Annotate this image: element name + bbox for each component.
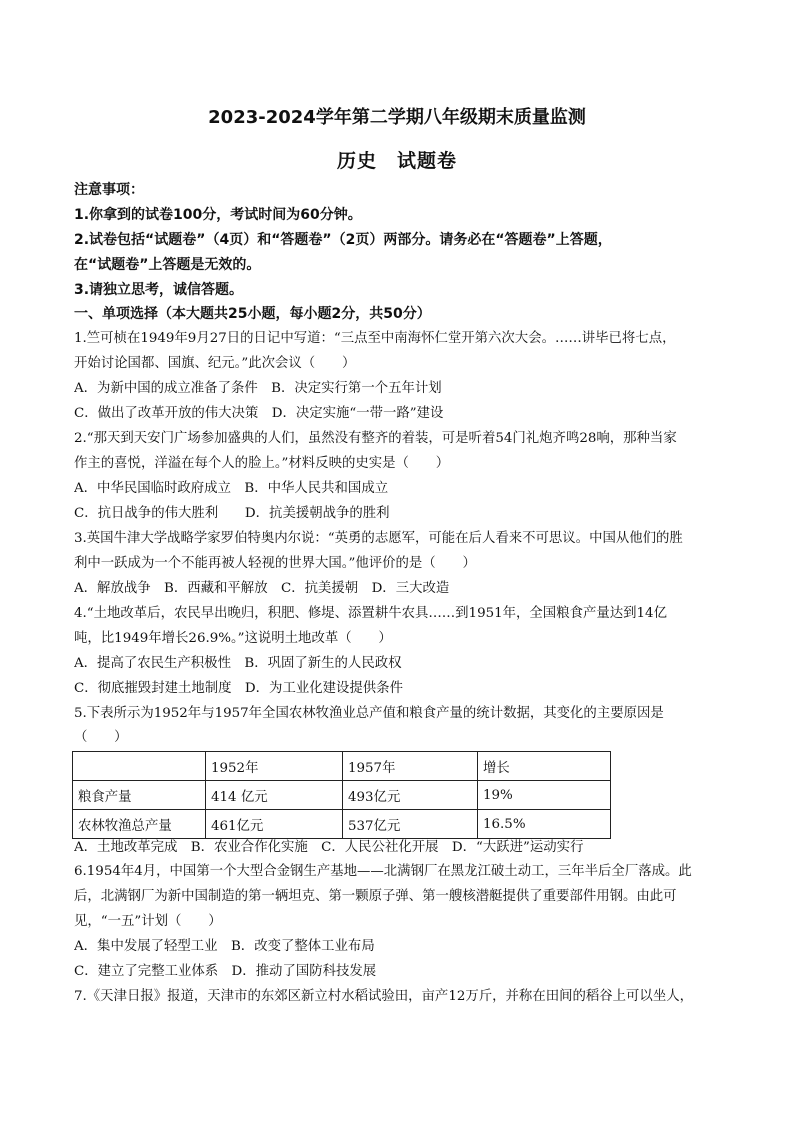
question-option: C．抗日战争的伟大胜利 D．抗美援朝战争的胜利 — [74, 506, 390, 521]
question-stem: 吨，比1949年增长26.9%。”这说明土地改革（ ） — [74, 631, 392, 646]
question-stem: 2.“那天到天安门广场参加盛典的人们，虽然没有整齐的着装，可是听着54门礼炮齐鸣28响，那种当家 — [74, 431, 677, 446]
question-stem: 4.“土地改革后，农民早出晚归，积肥、修堤、添置耕牛农具……到1951年，全国粮食产量达到14亿 — [74, 606, 667, 621]
question-stem: 1.竺可桢在1949年9月27日的日记中写道：“三点至中南海怀仁堂开第六次大会。……讲毕已将七点， — [74, 331, 676, 346]
question-stem: 利中一跃成为一个不能再被人轻视的世界大国。”他评价的是（ ） — [74, 556, 476, 571]
table-cell: 537亿元 — [343, 810, 478, 839]
notice-item: 1.你拿到的试卷100分，考试时间为60分钟。 — [74, 207, 362, 223]
question-option: A．集中发展了轻型工业 B．改变了整体工业布局 — [74, 939, 375, 954]
question-stem: 后，北满钢厂为新中国制造的第一辆坦克、第一颗原子弹、第一艘核潜艇提供了重要部件用钢。由此可 — [74, 889, 677, 904]
question-stem: 作主的喜悦，洋溢在每个人的脸上。”材料反映的史实是（ ） — [74, 456, 450, 471]
question-stem: 7.《天津日报》报道，天津市的东郊区新立村水稻试验田，亩产12万斤，并称在田间的稻谷上可以坐人， — [74, 989, 693, 1004]
table-cell: 19% — [478, 781, 611, 810]
table-row — [73, 810, 611, 839]
notice-item: 2.试卷包括“试题卷”（4页）和“答题卷”（2页）两部分。请务必在“答题卷”上答题， — [74, 232, 612, 248]
notice-item: 3.请独立思考，诚信答题。 — [74, 282, 244, 298]
statistics-table — [72, 751, 611, 839]
question-option: A．为新中国的成立准备了条件 B．决定实行第一个五年计划 — [74, 381, 442, 396]
notice-item: 在“试题卷”上答题是无效的。 — [74, 257, 261, 273]
table-cell: 16.5% — [478, 810, 611, 839]
question-stem: 6.1954年4月，中国第一个大型合金钢生产基地——北满钢厂在黑龙江破土动工，三年半后全厂落成。此 — [74, 864, 692, 879]
question-option: C．彻底摧毁封建土地制度 D．为工业化建设提供条件 — [74, 681, 403, 696]
question-option: C．建立了完整工业体系 D．推动了国防科技发展 — [74, 964, 377, 979]
table-header-cell — [73, 752, 206, 781]
question-stem: 见，“一五”计划（ ） — [74, 914, 222, 929]
question-stem: （ ） — [74, 730, 128, 745]
table-header-row — [73, 752, 611, 781]
question-option: A．提高了农民生产积极性 B．巩固了新生的人民政权 — [74, 656, 402, 671]
table-cell: 493亿元 — [343, 781, 478, 810]
table-row — [73, 781, 611, 810]
table-header-cell: 1952年 — [206, 752, 343, 781]
exam-subtitle: 历史 试题卷 — [336, 150, 457, 172]
table-cell: 粮食产量 — [73, 781, 206, 810]
table-cell: 461亿元 — [206, 810, 343, 839]
table-header-cell: 增长 — [478, 752, 611, 781]
question-option: A．解放战争 B．西藏和平解放 C．抗美援朝 D．三大改造 — [74, 581, 450, 596]
question-stem: 开始讨论国都、国旗、纪元。”此次会议（ ） — [74, 356, 356, 371]
notice-heading: 注意事项： — [74, 182, 144, 198]
question-option: A．中华民国临时政府成立 B．中华人民共和国成立 — [74, 481, 389, 496]
exam-title: 2023-2024学年第二学期八年级期末质量监测 — [208, 107, 586, 128]
question-option: A．土地改革完成 B．农业合作化实施 C．人民公社化开展 D．“大跃进”运动实行 — [74, 840, 584, 855]
table-cell: 414 亿元 — [206, 781, 343, 810]
question-stem: 3.英国牛津大学战略学家罗伯特奥内尔说：“英勇的志愿军，可能在后人看来不可思议。中国从他们的胜 — [74, 531, 683, 546]
section-heading: 一、单项选择（本大题共25小题，每小题2分，共50分） — [74, 306, 431, 322]
table-cell: 农林牧渔总产量 — [73, 810, 206, 839]
question-option: C．做出了改革开放的伟大决策 D．决定实施“一带一路”建设 — [74, 406, 444, 421]
table-header-cell: 1957年 — [343, 752, 478, 781]
question-stem: 5.下表所示为1952年与1957年全国农林牧渔业总产值和粮食产量的统计数据，其变化的主要原因是 — [74, 706, 664, 721]
